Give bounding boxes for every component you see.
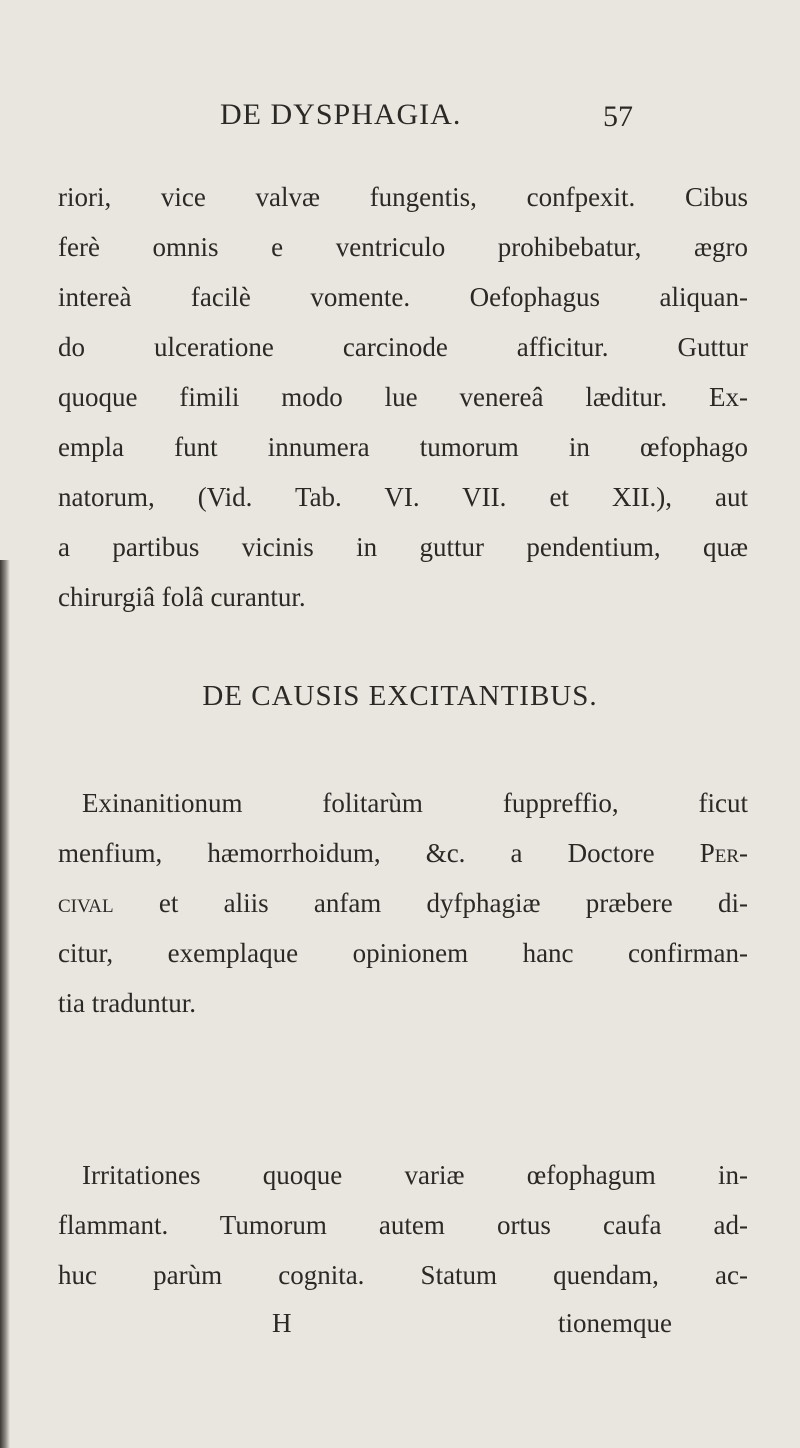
- text-line: huc parùm cognita. Statum quendam, ac-: [58, 1260, 748, 1290]
- text-line: ferè omnis e ventriculo prohibebatur, ægro: [58, 232, 748, 262]
- text-line: chirurgiâ folâ curantur.: [58, 582, 306, 612]
- text-run: et aliis anfam dyfphagiæ præbere di-: [113, 888, 748, 918]
- text-line: intereà facilè vomente. Oefophagus aliquan-: [58, 282, 748, 312]
- text-run: menfium, hæmorrhoidum, &c. a Doctore: [58, 838, 700, 868]
- text-line: a partibus vicinis in guttur pendentium, quæ: [58, 532, 748, 562]
- running-header: [0, 98, 800, 142]
- text-line: [58, 878, 748, 928]
- text-line: riori, vice valvæ fungentis, confpexit. Cibus: [58, 182, 748, 212]
- text-line: natorum, (Vid. Tab. VI. VII. et XII.), aut: [58, 482, 748, 512]
- signature-mark: H: [272, 1308, 292, 1338]
- section-heading: DE CAUSIS EXCITANTIBUS.: [202, 680, 598, 712]
- text-line: [58, 828, 748, 878]
- text-line: Exinanitionum folitarùm fuppreffio, ficut: [82, 788, 748, 818]
- paragraph-2: [58, 778, 748, 1028]
- text-line: tia traduntur.: [58, 988, 196, 1018]
- page-number: 57: [603, 100, 633, 133]
- author-name-part: Per-: [699, 838, 748, 868]
- running-title: DE DYSPHAGIA.: [220, 98, 462, 131]
- text-line: do ulceratione carcinode afficitur. Guttur: [58, 332, 748, 362]
- catchword: tionemque: [558, 1308, 672, 1338]
- page-footer: [0, 1308, 800, 1348]
- text-line: Irritationes quoque variæ œfophagum in-: [82, 1160, 748, 1190]
- text-line: flammant. Tumorum autem ortus caufa ad-: [58, 1210, 748, 1240]
- text-line: quoque fimili modo lue venereâ læditur. Ex-: [58, 382, 748, 412]
- paragraph-3: [58, 1150, 748, 1300]
- author-name-part: cival: [58, 888, 114, 918]
- paragraph-1: [58, 172, 748, 622]
- text-line: citur, exemplaque opinionem hanc confirman-: [58, 938, 748, 968]
- text-line: empla funt innumera tumorum in œfophago: [58, 432, 748, 462]
